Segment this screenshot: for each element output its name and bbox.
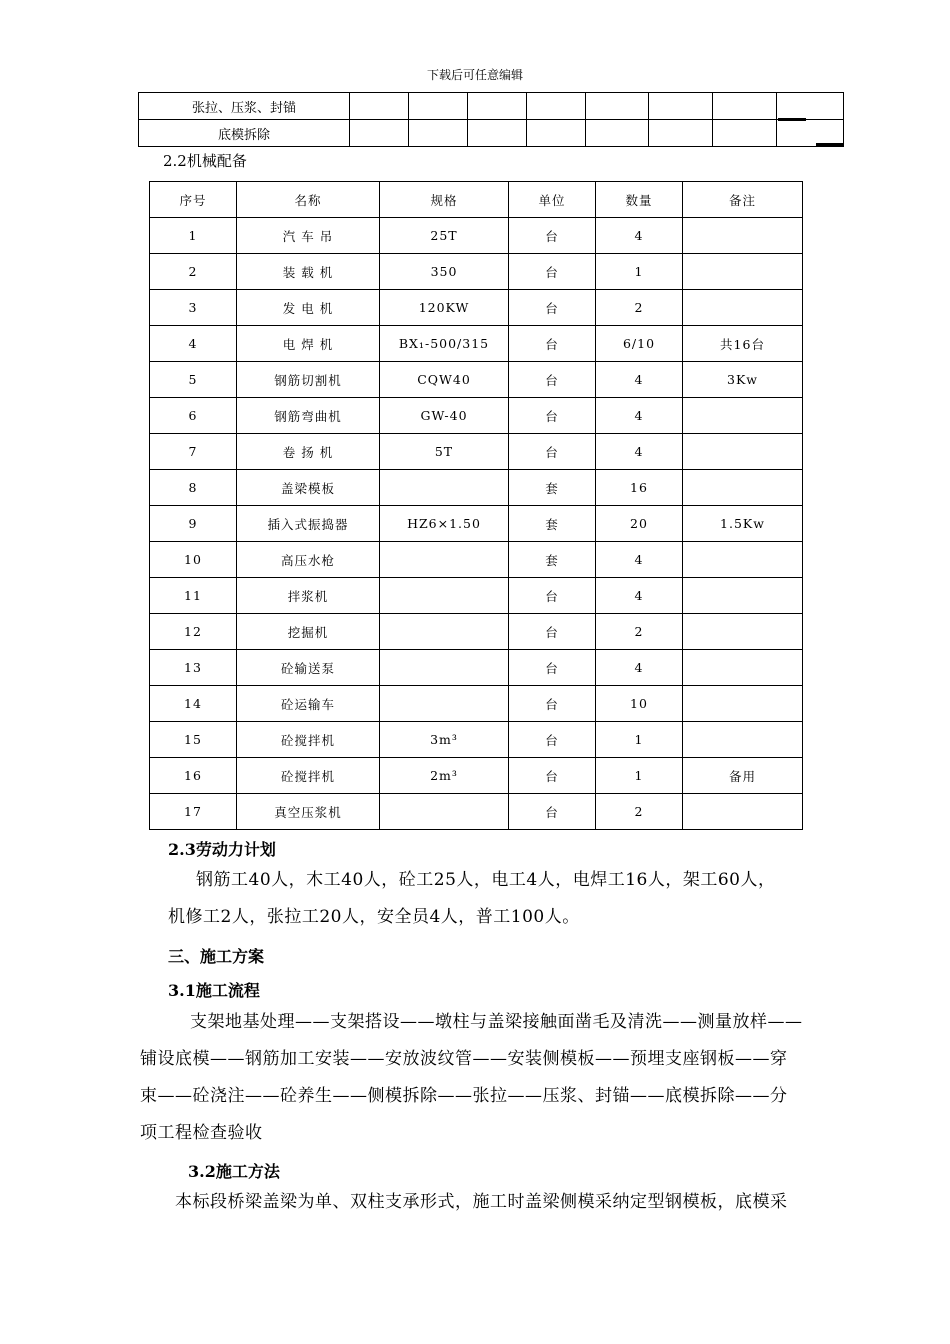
column-header: 序号: [150, 182, 237, 218]
table-cell: 15: [150, 722, 237, 758]
table-cell: 11: [150, 578, 237, 614]
table-cell: [380, 650, 509, 686]
table-cell: 拌浆机: [237, 578, 380, 614]
table-cell: 3Kw: [683, 362, 803, 398]
table-cell: [683, 794, 803, 830]
table-cell: 2: [596, 614, 683, 650]
table-cell: [380, 578, 509, 614]
table-row: [150, 254, 803, 290]
table-cell: [683, 614, 803, 650]
table-cell: 台: [509, 578, 596, 614]
table-cell: 挖掘机: [237, 614, 380, 650]
table-header-row: [150, 182, 803, 218]
table-cell: 砼运输车: [237, 686, 380, 722]
table-cell: 14: [150, 686, 237, 722]
table-cell: 17: [150, 794, 237, 830]
table-cell: 砼输送泵: [237, 650, 380, 686]
table-row: [139, 93, 844, 120]
table-cell: [380, 686, 509, 722]
table-cell: 4: [596, 542, 683, 578]
table-cell: 5: [150, 362, 237, 398]
table-cell: 台: [509, 218, 596, 254]
table-cell: 10: [596, 686, 683, 722]
table-cell: 1: [150, 218, 237, 254]
table-cell: 发 电 机: [237, 290, 380, 326]
table-cell: 4: [150, 326, 237, 362]
table-cell: 台: [509, 794, 596, 830]
table-row: [139, 120, 844, 147]
section-heading: 2.2机械配备: [163, 152, 247, 170]
table-row: [150, 218, 803, 254]
table-cell: 6/10: [596, 326, 683, 362]
table-cell: [683, 686, 803, 722]
table-row: [150, 722, 803, 758]
table-cell: 共16台: [683, 326, 803, 362]
table-cell: HZ6×1.50: [380, 506, 509, 542]
section-heading: 3.2施工方法: [188, 1162, 280, 1181]
table-cell: [683, 578, 803, 614]
table-cell: [683, 650, 803, 686]
table-cell: 12: [150, 614, 237, 650]
table-cell: [683, 398, 803, 434]
table-cell: 2: [150, 254, 237, 290]
column-header: 单位: [509, 182, 596, 218]
table-cell: 25T: [380, 218, 509, 254]
table-row: [150, 326, 803, 362]
table-row: [150, 794, 803, 830]
table-cell: BX₁-500/315: [380, 326, 509, 362]
table-row: [150, 542, 803, 578]
table-cell: 3m³: [380, 722, 509, 758]
table-cell: 8: [150, 470, 237, 506]
table-cell: [380, 614, 509, 650]
table-cell: 盖梁模板: [237, 470, 380, 506]
table-cell: [380, 794, 509, 830]
table-cell: 10: [150, 542, 237, 578]
table-row: [150, 686, 803, 722]
table-cell: 2: [596, 794, 683, 830]
table-cell: 套: [509, 470, 596, 506]
table-row: [150, 362, 803, 398]
table-cell: 卷 扬 机: [237, 434, 380, 470]
schedule-table: [138, 92, 844, 147]
table-cell: 3: [150, 290, 237, 326]
paragraph: 项工程检查验收: [140, 1123, 263, 1143]
table-cell: [683, 254, 803, 290]
table-cell: 4: [596, 218, 683, 254]
table-cell: 台: [509, 398, 596, 434]
table-cell: 台: [509, 758, 596, 794]
table-row: [150, 758, 803, 794]
table-cell: 1: [596, 758, 683, 794]
table-cell: 6: [150, 398, 237, 434]
table-row: [150, 470, 803, 506]
gantt-bar: [816, 143, 844, 146]
table-cell: [683, 218, 803, 254]
table-cell: 台: [509, 434, 596, 470]
table-cell: [683, 722, 803, 758]
schedule-label: 张拉、压浆、封锚: [139, 93, 350, 120]
column-header: 规格: [380, 182, 509, 218]
table-cell: 4: [596, 362, 683, 398]
table-cell: 砼搅拌机: [237, 758, 380, 794]
table-cell: 1: [596, 254, 683, 290]
table-cell: 台: [509, 326, 596, 362]
table-cell: 350: [380, 254, 509, 290]
paragraph: 钢筋工40人，木工40人，砼工25人，电工4人，电焊工16人，架工60人，: [196, 870, 776, 890]
section-heading: 三、施工方案: [168, 947, 265, 966]
table-row: [150, 290, 803, 326]
table-row: [150, 650, 803, 686]
table-cell: 电 焊 机: [237, 326, 380, 362]
table-cell: 2m³: [380, 758, 509, 794]
section-heading: 3.1施工流程: [168, 981, 260, 1000]
schedule-label: 底模拆除: [139, 120, 350, 147]
table-cell: 2: [596, 290, 683, 326]
section-heading: 2.3劳动力计划: [168, 840, 276, 859]
table-cell: 1.5Kw: [683, 506, 803, 542]
table-cell: 套: [509, 506, 596, 542]
table-cell: 5T: [380, 434, 509, 470]
table-cell: 4: [596, 578, 683, 614]
table-cell: 砼搅拌机: [237, 722, 380, 758]
paragraph: 机修工2人，张拉工20人，安全员4人，普工100人。: [168, 907, 580, 927]
table-cell: [683, 290, 803, 326]
table-row: [150, 614, 803, 650]
header-note: 下载后可任意编辑: [426, 68, 523, 82]
table-cell: 4: [596, 434, 683, 470]
table-cell: 4: [596, 650, 683, 686]
table-cell: 备用: [683, 758, 803, 794]
table-cell: 13: [150, 650, 237, 686]
table-cell: 装 载 机: [237, 254, 380, 290]
table-cell: 台: [509, 254, 596, 290]
column-header: 名称: [237, 182, 380, 218]
column-header: 备注: [683, 182, 803, 218]
table-row: [150, 398, 803, 434]
table-row: [150, 506, 803, 542]
column-header: 数量: [596, 182, 683, 218]
table-cell: 套: [509, 542, 596, 578]
table-cell: 1: [596, 722, 683, 758]
table-cell: [683, 470, 803, 506]
table-cell: 插入式振捣器: [237, 506, 380, 542]
table-cell: 台: [509, 362, 596, 398]
table-cell: 高压水枪: [237, 542, 380, 578]
machinery-table: [149, 181, 803, 830]
table-cell: 台: [509, 650, 596, 686]
table-cell: 真空压浆机: [237, 794, 380, 830]
table-cell: [380, 470, 509, 506]
table-cell: CQW40: [380, 362, 509, 398]
table-cell: 7: [150, 434, 237, 470]
table-cell: 钢筋切割机: [237, 362, 380, 398]
paragraph: 支架地基处理——支架搭设——墩柱与盖梁接触面凿毛及清洗——测量放样——: [190, 1012, 803, 1032]
table-cell: 20: [596, 506, 683, 542]
paragraph: 本标段桥梁盖梁为单、双柱支承形式，施工时盖梁侧模采纳定型钢模板，底模采: [175, 1192, 788, 1212]
gantt-bar: [778, 118, 806, 121]
table-cell: 120KW: [380, 290, 509, 326]
table-row: [150, 578, 803, 614]
paragraph: 束——砼浇注——砼养生——侧模拆除——张拉——压浆、封锚——底模拆除——分: [140, 1086, 788, 1106]
table-cell: 台: [509, 290, 596, 326]
table-cell: 钢筋弯曲机: [237, 398, 380, 434]
paragraph: 铺设底模——钢筋加工安装——安放波纹管——安装侧模板——预埋支座钢板——穿: [140, 1049, 788, 1069]
table-cell: [683, 434, 803, 470]
table-cell: [380, 542, 509, 578]
table-row: [150, 434, 803, 470]
table-cell: 16: [596, 470, 683, 506]
table-cell: [683, 542, 803, 578]
table-cell: 台: [509, 614, 596, 650]
table-cell: GW-40: [380, 398, 509, 434]
table-cell: 台: [509, 686, 596, 722]
table-cell: 台: [509, 722, 596, 758]
table-cell: 16: [150, 758, 237, 794]
table-cell: 9: [150, 506, 237, 542]
table-cell: 4: [596, 398, 683, 434]
table-cell: 汽 车 吊: [237, 218, 380, 254]
